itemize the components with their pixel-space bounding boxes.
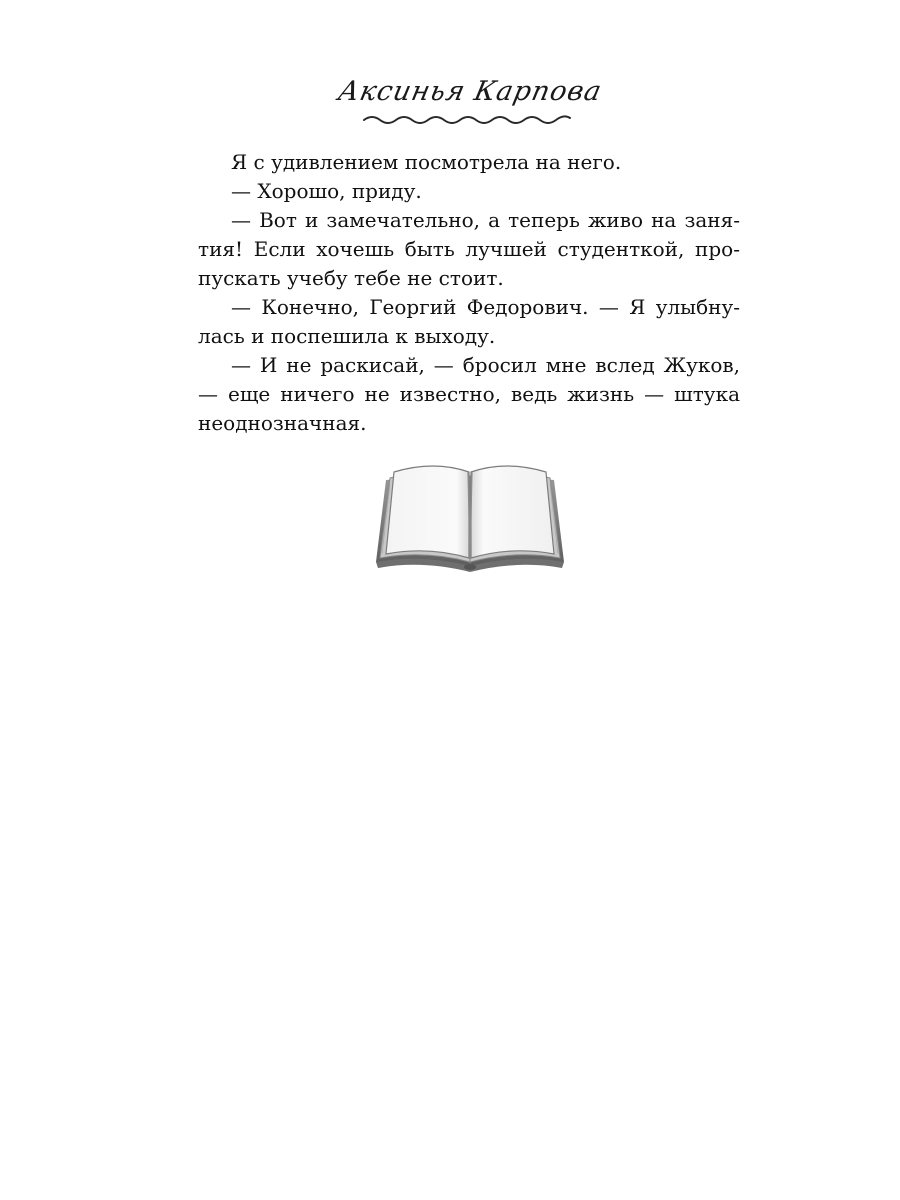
wavy-underline-icon — [362, 112, 572, 126]
paragraph: — Конечно, Георгий Федорович. — Я улыбнулась и поспешила к выходу. — [198, 295, 740, 348]
paragraph: — И не раскисай, — бросил мне вслед Жуков, — еще ничего не известно, ведь жизнь — штука неоднозначная. — [198, 353, 740, 435]
running-head — [320, 72, 620, 132]
author-name: Аксинья Карпова — [335, 76, 605, 107]
paragraph: — Вот и замечательно, а теперь живо на занятия! Если хочешь быть лучшей студенткой, пропускать учебу тебе не стоит. — [198, 208, 740, 290]
open-book-illustration — [372, 458, 568, 574]
body-text — [198, 148, 740, 438]
paragraph: Я с удивлением посмотрела на него. — [231, 150, 622, 174]
open-book-icon — [372, 458, 568, 574]
paragraph: — Хорошо, приду. — [231, 179, 422, 203]
